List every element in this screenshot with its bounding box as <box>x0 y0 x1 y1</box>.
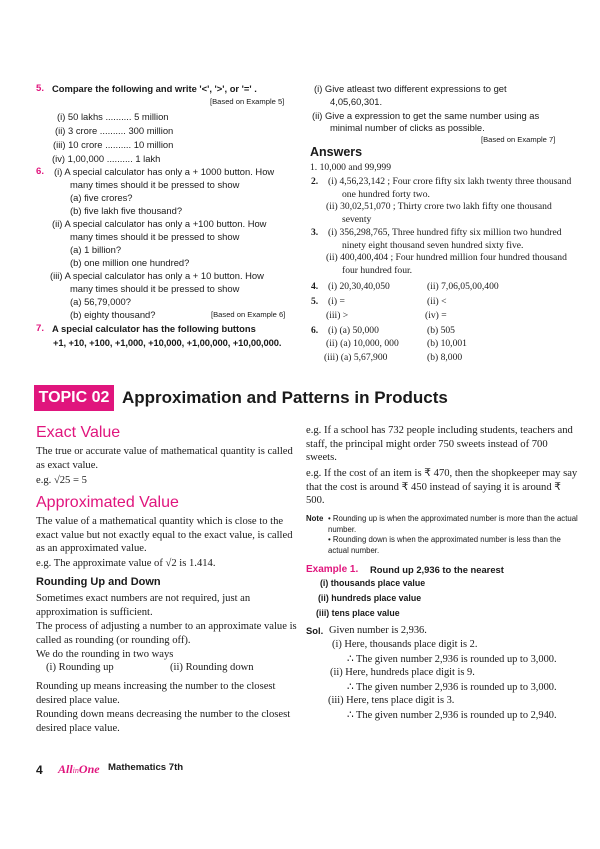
rounding-paragraph-1: Sometimes exact numbers are not required, just an approximation is sufficient. <box>36 593 251 618</box>
q6-iii-a: (a) 56,79,000? <box>70 296 131 307</box>
answer-3-ii-line1: (ii) 400,400,404 ; Four hundred million four hundred thousand <box>326 252 567 263</box>
q7-i-line2: 4,05,60,301. <box>330 96 383 107</box>
answer-6-iii-b: (b) 8,000 <box>427 352 463 363</box>
footer-subject: Mathematics 7th <box>108 762 184 773</box>
exact-value-example: e.g. √25 = 5 <box>36 475 87 486</box>
answer-6-ii-a: (ii) (a) 10,000, 000 <box>326 338 399 349</box>
q6-i-b: (b) five lakh five thousand? <box>70 205 183 216</box>
q6-ii-line2: many times should it be pressed to show <box>70 231 240 242</box>
brand-logo-part-a: All <box>58 762 73 776</box>
topic-badge: TOPIC 02 <box>34 385 114 411</box>
q7-buttons: +1, +10, +100, +1,000, +10,000, +1,00,000, +10,00,000. <box>53 337 282 348</box>
rounding-paragraph-2: The process of adjusting a number to an approximate value is called as rounding (or rounding off). <box>36 621 297 646</box>
solution-label: Sol. <box>306 625 324 636</box>
q5-item-ii: (ii) 3 crore .......... 300 million <box>55 125 174 136</box>
answer-5-iv: (iv) = <box>425 310 447 321</box>
answer-5-iii: (iii) > <box>326 310 349 321</box>
example-1-part-i: (i) thousands place value <box>320 578 426 588</box>
q6-iii-b: (b) eighty thousand? <box>70 309 156 320</box>
exact-value-heading: Exact Value <box>36 424 121 441</box>
q6-ii-line1: (ii) A special calculator has only a +100 button. How <box>52 218 267 229</box>
q6-number: 6. <box>36 166 45 177</box>
answer-6-i-a: (i) (a) 50,000 <box>328 325 379 336</box>
exact-value-body: The true or accurate value of mathematical quantity is called as exact value. <box>36 446 293 471</box>
q7-reference: [Based on Example 7] <box>481 135 556 144</box>
rounding-paragraph-4: Rounding up means increasing the number to the closest desired place value. <box>36 681 276 706</box>
q7-ii-line1: (ii) Give a expression to get the same number using as <box>312 110 540 121</box>
q7-number: 7. <box>36 323 45 334</box>
answers-heading: Answers <box>310 145 363 159</box>
answer-2-number: 2. <box>311 176 319 187</box>
q7-ii-line2: minimal number of clicks as possible. <box>330 122 485 133</box>
answer-5-number: 5. <box>311 296 319 307</box>
brand-logo-part-b: One <box>78 762 100 776</box>
answer-2-ii-line1: (ii) 30,02,51,070 ; Thirty crore two lakh fifty one thousand <box>326 201 552 212</box>
answer-6-number: 6. <box>311 325 319 336</box>
example-1-label: Example 1. <box>306 564 359 575</box>
answer-3-i-line1: (i) 356,298,765, Three hundred fifty six million two hundred <box>328 227 562 238</box>
answer-6-ii-b: (b) 10,001 <box>427 338 467 349</box>
note-label: Note <box>306 514 324 523</box>
rounding-heading: Rounding Up and Down <box>36 576 161 588</box>
note-item-2: • Rounding down is when the approximated number is less than the actual number. <box>328 535 561 555</box>
solution-intro: Given number is 2,936. <box>329 625 427 636</box>
q6-iii-line1: (iii) A special calculator has only a + 10 button. How <box>50 270 264 281</box>
brand-logo-part-in: in <box>72 766 79 775</box>
example-1-stem: Round up 2,936 to the nearest <box>370 564 504 575</box>
rounding-paragraph-5: Rounding down means decreasing the number to the closest desired place value. <box>36 709 291 734</box>
q6-reference: [Based on Example 6] <box>211 310 286 319</box>
solution-i-line2: ∴ The given number 2,936 is rounded up to 3,000. <box>347 654 557 665</box>
answer-3-number: 3. <box>311 227 319 238</box>
answer-6-i-b: (b) 505 <box>427 325 455 336</box>
q6-iii-line2: many times should it be pressed to show <box>70 283 240 294</box>
answer-3-i-line2: ninety eight thousand seven hundred sixty five. <box>342 240 524 251</box>
page-number: 4 <box>36 763 43 777</box>
rounding-example-1: e.g. If a school has 732 people including students, teachers and staff, the principal might order 750 sweets instead of 700 sweets. <box>306 425 573 463</box>
q7-stem: A special calculator has the following buttons <box>52 323 256 334</box>
q5-item-iv: (iv) 1,00,000 .......... 1 lakh <box>52 153 161 164</box>
solution-i-line1: (i) Here, thousands place digit is 2. <box>332 639 478 650</box>
q6-ii-b: (b) one million one hundred? <box>70 257 190 268</box>
rounding-way-down: (ii) Rounding down <box>170 662 254 673</box>
q6-ii-a: (a) 1 billion? <box>70 244 122 255</box>
brand-logo <box>58 760 100 778</box>
solution-ii-line2: ∴ The given number 2,936 is rounded up to 3,000. <box>347 682 557 693</box>
answer-4-number: 4. <box>311 281 319 292</box>
answer-6-iii-a: (iii) (a) 5,67,900 <box>324 352 388 363</box>
solution-iii-line1: (iii) Here, tens place digit is 3. <box>328 695 455 706</box>
q5-stem: Compare the following and write '<', '>', or '=' . <box>52 83 257 94</box>
solution-iii-line2: ∴ The given number 2,936 is rounded up to 2,940. <box>347 710 557 721</box>
solution-ii-line1: (ii) Here, hundreds place digit is 9. <box>330 667 475 678</box>
q6-i-line2: many times should it be pressed to show <box>70 179 240 190</box>
example-1-part-iii: (iii) tens place value <box>316 608 400 618</box>
answer-2-i-line1: (i) 4,56,23,142 ; Four crore fifty six lakh twenty three thousand <box>328 176 572 187</box>
q6-i-line1: (i) A special calculator has only a + 1000 button. How <box>54 166 275 177</box>
q7-i-line1: (i) Give atleast two different expressions to get <box>314 83 507 94</box>
answer-5-i: (i) = <box>328 296 345 307</box>
answer-5-ii: (ii) < <box>427 296 447 307</box>
answer-4-ii: (ii) 7,06,05,00,400 <box>427 281 499 292</box>
answer-2-i-line2: one hundred forty two. <box>342 189 430 200</box>
q5-number: 5. <box>36 83 45 94</box>
approximated-value-example: e.g. The approximate value of √2 is 1.414. <box>36 558 216 569</box>
rounding-example-2: e.g. If the cost of an item is ₹ 470, then the shopkeeper may say that the cost is around ₹ 450 instead of saying it is around ₹ 500. <box>306 468 578 506</box>
rounding-way-up: (i) Rounding up <box>46 662 114 673</box>
rounding-paragraph-3: We do the rounding in two ways <box>36 649 174 660</box>
answer-2-ii-line2: seventy <box>342 214 372 225</box>
page-footer <box>36 761 184 779</box>
answer-3-ii-line2: four hundred four. <box>342 265 413 276</box>
q5-item-i: (i) 50 lakhs .......... 5 million <box>57 111 169 122</box>
q5-item-iii: (iii) 10 crore .......... 10 million <box>53 139 174 150</box>
approximated-value-body: The value of a mathematical quantity which is close to the exact value but not exactly equal to the exact value, is called as an approximated value. <box>36 516 293 554</box>
example-1-part-ii: (ii) hundreds place value <box>318 593 422 603</box>
answer-4-i: (i) 20,30,40,050 <box>328 281 390 292</box>
topic-title: Approximation and Patterns in Products <box>122 388 448 407</box>
q6-i-a: (a) five crores? <box>70 192 133 203</box>
note-item-1: • Rounding up is when the approximated number is more than the actual number. <box>328 514 578 534</box>
answer-1: 1. 10,000 and 99,999 <box>310 162 392 173</box>
approximated-value-heading: Approximated Value <box>36 494 179 511</box>
q5-reference: [Based on Example 5] <box>210 97 285 106</box>
